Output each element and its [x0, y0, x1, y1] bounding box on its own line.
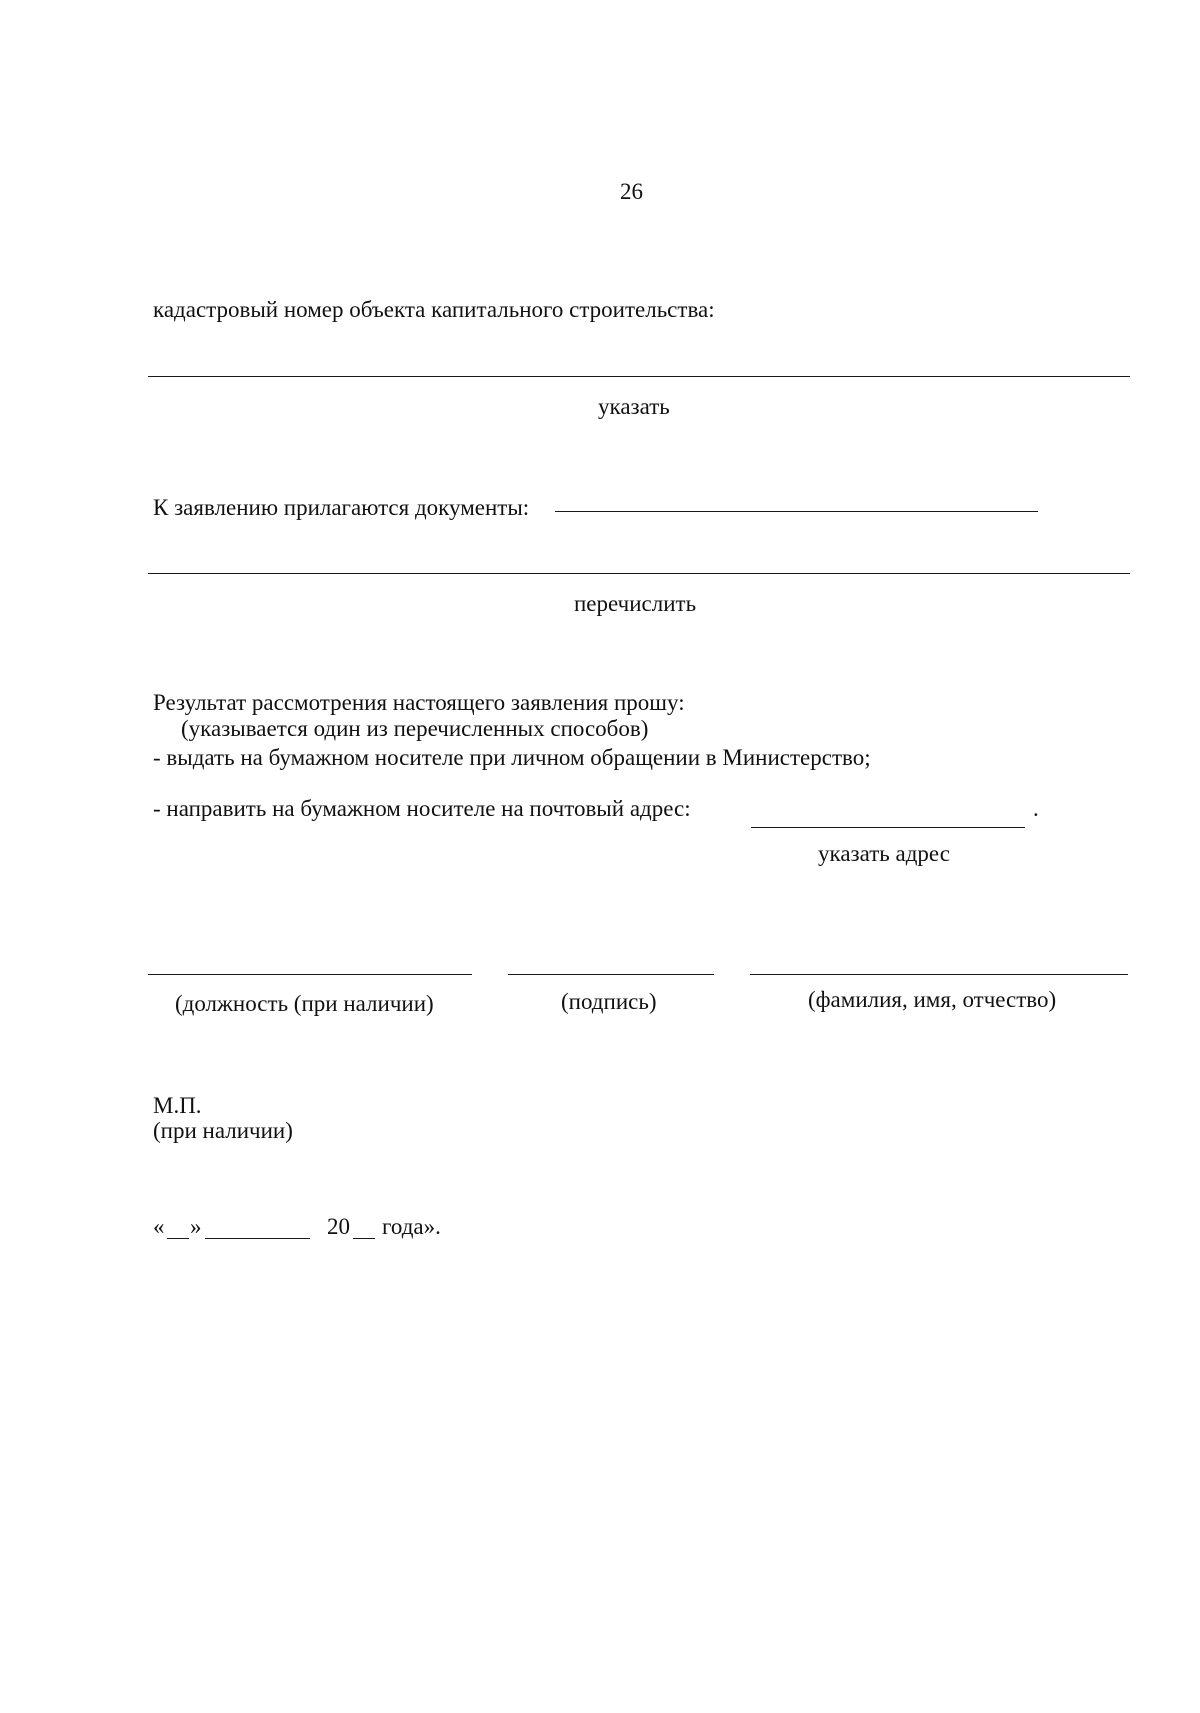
date-year-prefix: 20 [327, 1214, 350, 1239]
position-field-line[interactable] [148, 974, 472, 975]
stamp-note: (при наличии) [153, 1118, 293, 1143]
signature-hint: (подпись) [561, 989, 657, 1014]
page-number: 26 [620, 179, 643, 204]
attachments-field-line-2[interactable] [148, 573, 1130, 574]
date-close-quote: » [190, 1214, 202, 1239]
stamp-label: М.П. [153, 1093, 202, 1118]
result-heading: Результат рассмотрения настоящего заявления прошу: [153, 690, 685, 715]
cadastral-number-hint: указать [598, 394, 670, 419]
date-day-field[interactable] [167, 1238, 189, 1239]
date-suffix: года». [382, 1214, 441, 1239]
position-hint: (должность (при наличии) [175, 991, 434, 1016]
date-year-field[interactable] [353, 1238, 375, 1239]
signature-field-line[interactable] [508, 974, 714, 975]
cadastral-number-label: кадастровый номер объекта капитального строительства: [153, 297, 715, 322]
date-month-field[interactable] [205, 1238, 310, 1239]
date-open-quote: « [153, 1214, 165, 1239]
postal-address-field-line[interactable] [751, 827, 1025, 828]
result-option-paper-by-mail: - направить на бумажном носителе на почтовый адрес: [153, 796, 691, 821]
postal-address-end-dot: . [1033, 796, 1039, 821]
attachments-field-line-1[interactable] [555, 511, 1038, 512]
cadastral-number-field-line[interactable] [148, 376, 1130, 377]
full-name-field-line[interactable] [750, 974, 1128, 975]
result-option-paper-in-person: - выдать на бумажном носителе при личном обращении в Министерство; [153, 745, 871, 770]
attachments-label: К заявлению прилагаются документы: [153, 495, 530, 520]
full-name-hint: (фамилия, имя, отчество) [808, 987, 1057, 1012]
result-subheading: (указывается один из перечисленных способов) [181, 716, 649, 741]
postal-address-hint: указать адрес [818, 841, 950, 866]
attachments-hint: перечислить [574, 591, 697, 616]
